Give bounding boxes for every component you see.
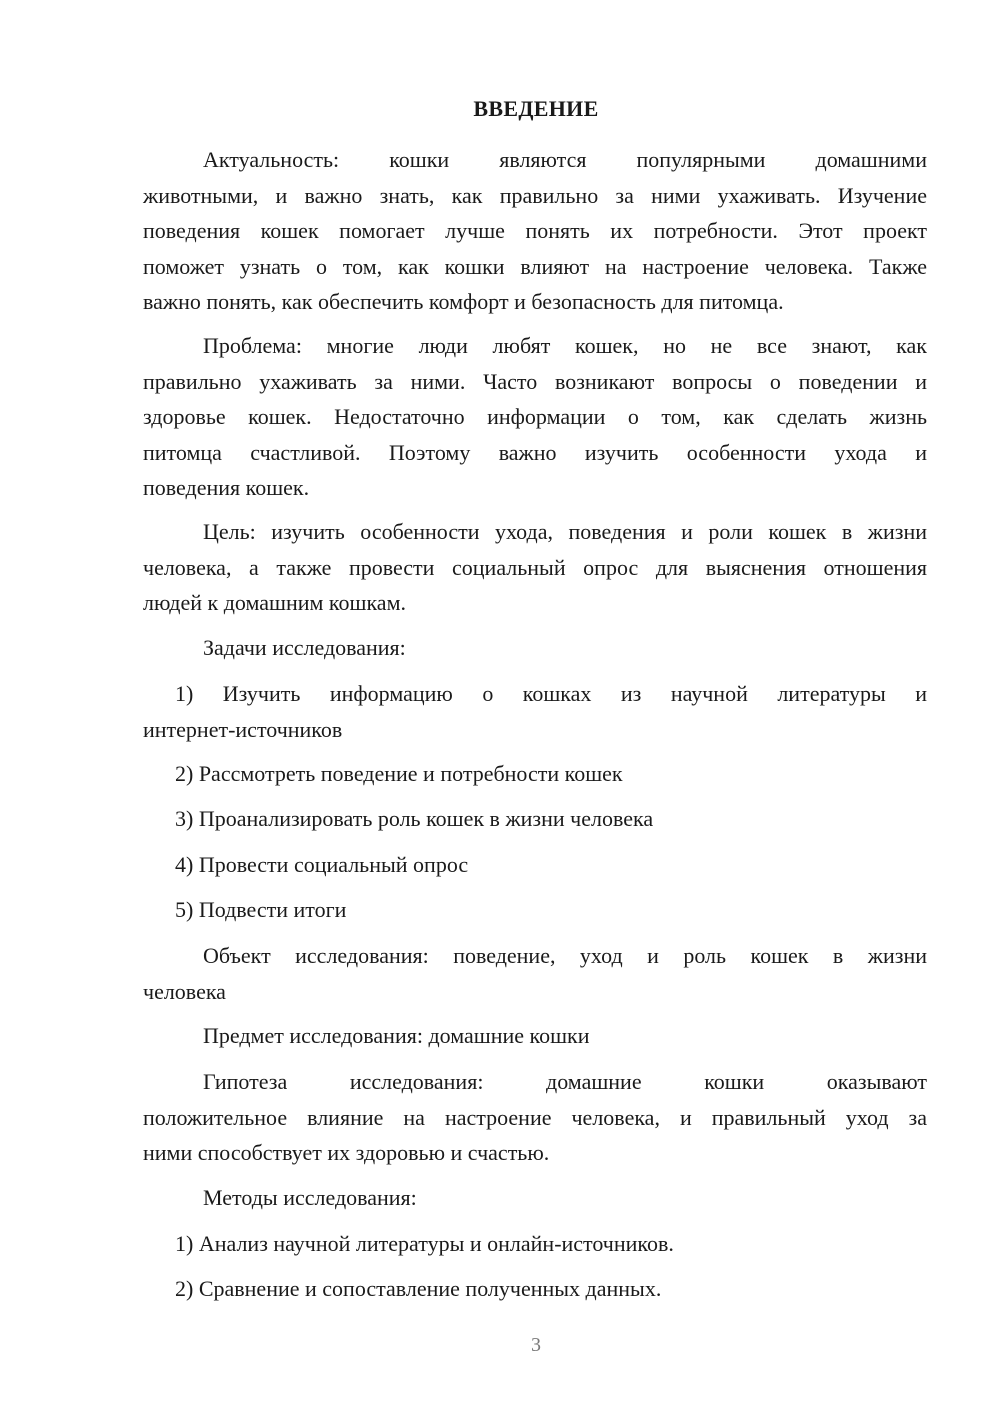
task-item-3: 3) Проанализировать роль кошек в жизни человека [175, 806, 654, 831]
text-line: Гипотеза исследования: домашние кошки оказывают [203, 1069, 927, 1094]
text-line: людей к домашним кошкам. [143, 590, 406, 615]
text-line: положительное влияние на настроение человека, и правильный уход за [143, 1104, 927, 1130]
text-line: поможет узнать о том, как кошки влияют на настроение человека. Также [143, 253, 927, 279]
text-line: человека, а также провести социальный опрос для выяснения отношения [143, 554, 927, 580]
text-line: поведения кошек помогает лучше понять их потребности. Этот проект [143, 218, 927, 243]
task-item-1 [143, 676, 927, 747]
text-line: поведения кошек. [143, 475, 310, 500]
text-line: правильно ухаживать за ними. Часто возникают вопросы о поведении и [143, 368, 927, 394]
page-number: 3 [531, 1334, 541, 1356]
text-line: Актуальность: кошки являются популярными домашними [203, 147, 927, 172]
paragraph-actuality [143, 142, 927, 320]
paragraph-hypothesis [143, 1064, 927, 1171]
method-item-1: 1) Анализ научной литературы и онлайн-источников. [175, 1231, 674, 1256]
tasks-title: Задачи исследования: [203, 635, 406, 660]
method-item-2: 2) Сравнение и сопоставление полученных данных. [175, 1276, 662, 1301]
text-line: животными, и важно знать, как правильно за ними ухаживать. Изучение [143, 182, 927, 208]
text-line: Проблема: многие люди любят кошек, но не все знают, как [203, 333, 927, 358]
text-line: питомца счастливой. Поэтому важно изучить особенности ухода и [143, 439, 927, 465]
text-line: интернет-источников [143, 716, 343, 742]
task-item-4: 4) Провести социальный опрос [175, 852, 469, 877]
text-line: здоровье кошек. Недостаточно информации о том, как сделать жизнь [143, 404, 927, 429]
text-line: Цель: изучить особенности ухода, поведения и роли кошек в жизни [203, 519, 927, 544]
section-heading: ВВЕДЕНИЕ [473, 96, 599, 121]
text-line: человека [143, 978, 226, 1004]
text-line: Объект исследования: поведение, уход и роль кошек в жизни [203, 943, 927, 968]
paragraph-object [143, 938, 927, 1009]
methods-title: Методы исследования: [203, 1185, 417, 1210]
paragraph-subject: Предмет исследования: домашние кошки [203, 1023, 590, 1048]
paragraph-problem [143, 328, 927, 506]
text-line: ними способствует их здоровью и счастью. [143, 1140, 550, 1165]
text-line: важно понять, как обеспечить комфорт и безопасность для питомца. [143, 289, 784, 314]
task-item-5: 5) Подвести итоги [175, 897, 347, 922]
paragraph-goal [143, 514, 927, 621]
task-item-2: 2) Рассмотреть поведение и потребности кошек [175, 761, 623, 786]
text-line: 1) Изучить информацию о кошках из научной литературы и [175, 681, 927, 706]
